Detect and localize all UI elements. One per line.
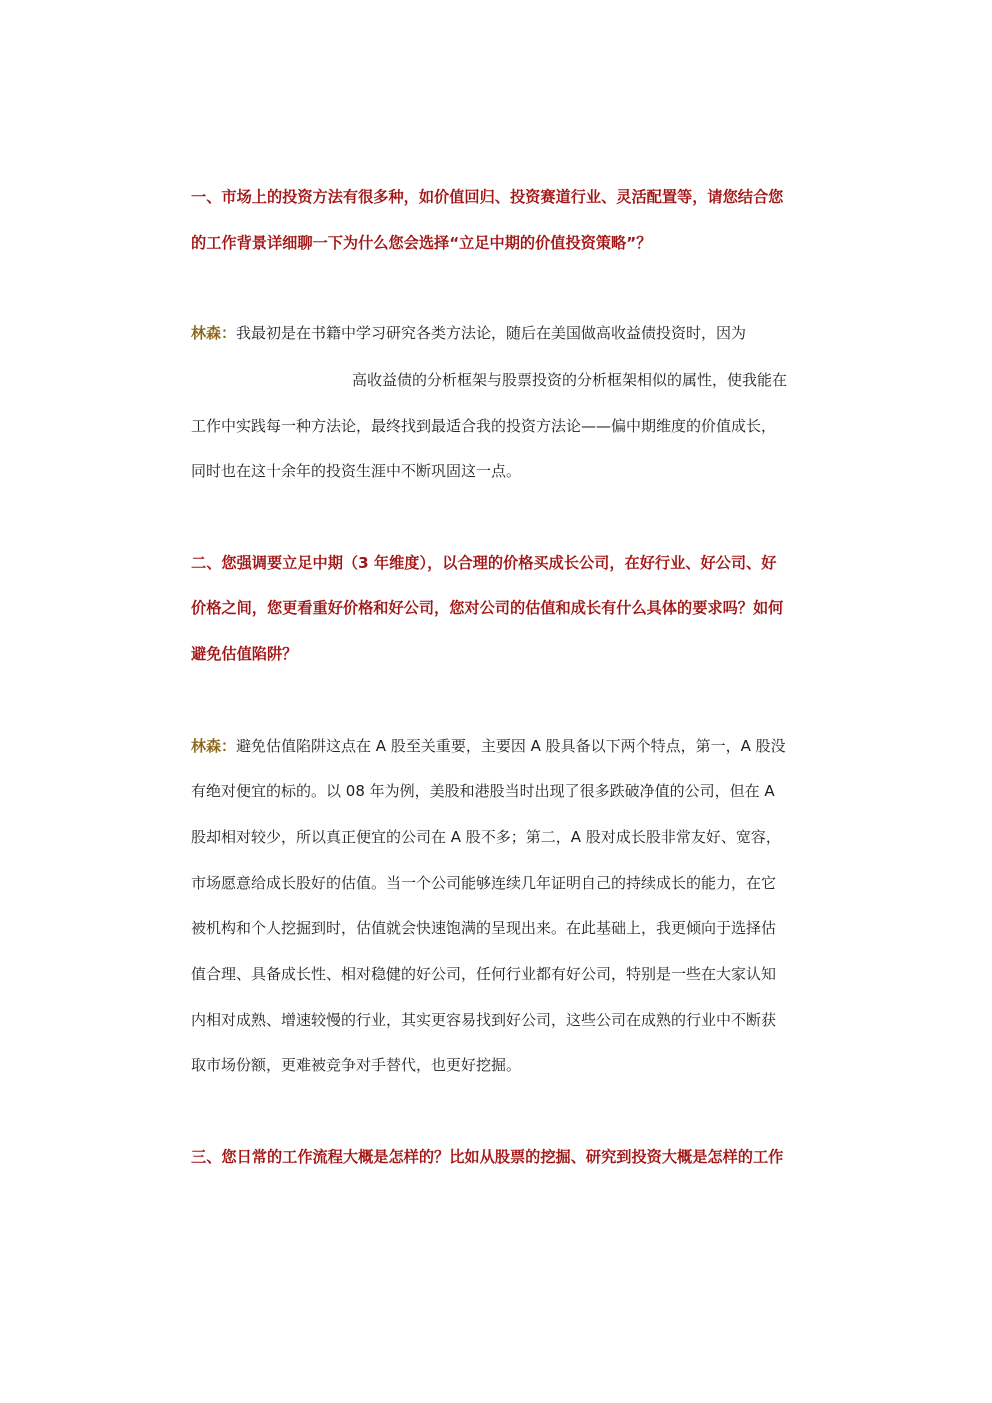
answer-2-text-1: 避免估值陷阱这点在 A 股至关重要，主要因 A 股具备以下两个特点，第一，A 股没 <box>236 737 786 755</box>
answer-2-line-8: 取市场份额，更难被竞争对手替代，也更好挖掘。 <box>191 1056 522 1074</box>
question-2-line-1: 二、您强调要立足中期（3 年维度），以合理的价格买成长公司，在好行业、好公司、好 <box>191 554 777 572</box>
answer-2-line-2: 有绝对便宜的标的。以 08 年为例，美股和港股当时出现了很多跌破净值的公司，但在 A <box>191 782 775 800</box>
answer-1-line-2: 高收益债的分析框架与股票投资的分析框架相似的属性，使我能在 <box>352 371 788 389</box>
question-1-line-2: 的工作背景详细聊一下为什么您会选择“立足中期的价值投资策略”？ <box>191 234 652 252</box>
answer-1-line-4: 同时也在这十余年的投资生涯中不断巩固这一点。 <box>191 462 522 480</box>
speaker-name: 林森： <box>191 324 237 342</box>
answer-2-line-3: 股却相对较少，所以真正便宜的公司在 A 股不多；第二，A 股对成长股非常友好、宽容， <box>191 828 781 846</box>
question-2-line-2: 价格之间，您更看重好价格和好公司，您对公司的估值和成长有什么具体的要求吗？如何 <box>191 599 784 617</box>
answer-1-line-1 <box>191 323 803 343</box>
answer-2-line-6: 值合理、具备成长性、相对稳健的好公司，任何行业都有好公司，特别是一些在大家认知 <box>191 965 777 983</box>
speaker-name: 林森： <box>191 737 237 755</box>
answer-2-line-5: 被机构和个人挖掘到时，估值就会快速饱满的呈现出来。在此基础上，我更倾向于选择估 <box>191 919 777 937</box>
answer-2-line-7: 内相对成熟、增速较慢的行业，其实更容易找到好公司，这些公司在成熟的行业中不断获 <box>191 1011 777 1029</box>
answer-1-text-1: 我最初是在书籍中学习研究各类方法论，随后在美国做高收益债投资时，因为 <box>236 324 747 342</box>
answer-1-line-3: 工作中实践每一种方法论，最终找到最适合我的投资方法论——偏中期维度的价值成长， <box>191 417 777 435</box>
answer-2-line-4: 市场愿意给成长股好的估值。当一个公司能够连续几年证明自己的持续成长的能力，在它 <box>191 874 777 892</box>
question-1-line-1: 一、市场上的投资方法有很多种，如价值回归、投资赛道行业、灵活配置等，请您结合您 <box>191 188 784 206</box>
question-2-line-3: 避免估值陷阱？ <box>191 645 298 663</box>
answer-2-line-1 <box>191 736 803 756</box>
question-3-line-1: 三、您日常的工作流程大概是怎样的？比如从股票的挖掘、研究到投资大概是怎样的工作 <box>191 1148 784 1166</box>
